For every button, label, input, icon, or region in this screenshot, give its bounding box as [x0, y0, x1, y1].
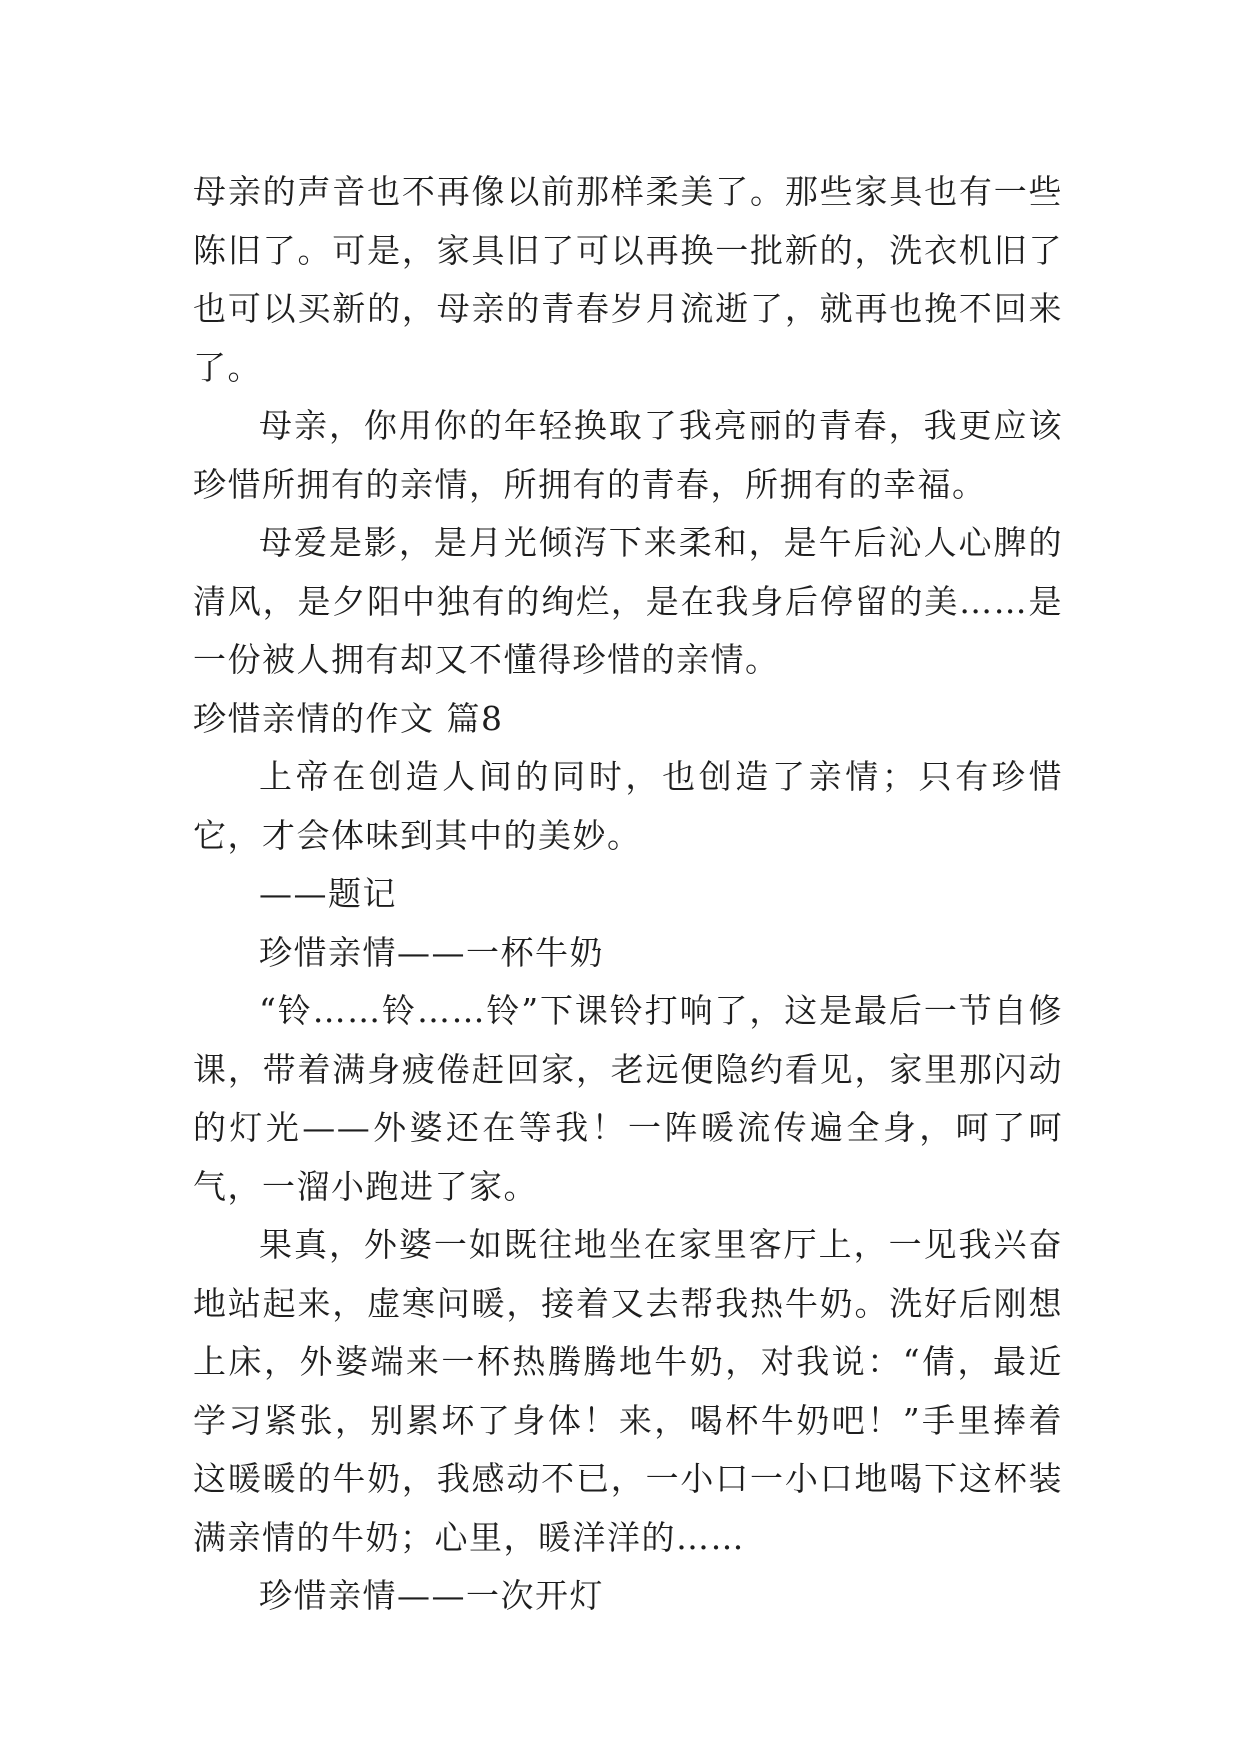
article-body [193, 163, 1063, 1626]
paragraph-epigraph: 上帝在创造人间的同时，也创造了亲情；只有珍惜它，才会体味到其中的美妙。 [193, 757, 1063, 855]
section-title-milk: 珍惜亲情——一杯牛奶 [259, 932, 604, 972]
paragraph-mother-love: 母爱是影，是月光倾泻下来柔和，是午后沁人心脾的清风，是夕阳中独有的绚烂，是在我身后停留的美……是一份被人拥有却又不懂得珍惜的亲情。 [193, 523, 1063, 679]
paragraph-grandma-milk: 果真，外婆一如既往地坐在家里客厅上，一见我兴奋地站起来，虚寒问暖，接着又去帮我热牛奶。洗好后刚想上床，外婆端来一杯热腾腾地牛奶，对我说：“倩，最近学习紧张，别累坏了身体！来，喝杯牛奶吧！”手里捧着这暖暖的牛奶，我感动不已，一小口一小口地喝下这杯装满亲情的牛奶；心里，暖洋洋的…… [193, 1225, 1063, 1557]
paragraph-cherish-youth: 母亲，你用你的年轻换取了我亮丽的青春，我更应该珍惜所拥有的亲情，所拥有的青春，所拥有的幸福。 [193, 406, 1063, 504]
paragraph-bell: “铃……铃……铃”下课铃打响了，这是最后一节自修课，带着满身疲倦赶回家，老远便隐约看见，家里那闪动的灯光——外婆还在等我！一阵暖流传遍全身，呵了呵气，一溜小跑进了家。 [193, 991, 1063, 1206]
epigraph-attribution: ——题记 [259, 874, 397, 913]
section-title-light: 珍惜亲情——一次开灯 [259, 1576, 604, 1615]
essay-heading: 珍惜亲情的作文 篇8 [193, 698, 504, 738]
paragraph-mother-voice: 母亲的声音也不再像以前那样柔美了。那些家具也有一些陈旧了。可是，家具旧了可以再换一批新的，洗衣机旧了也可以买新的，母亲的青春岁月流逝了，就再也挽不回来了。 [193, 172, 1063, 387]
